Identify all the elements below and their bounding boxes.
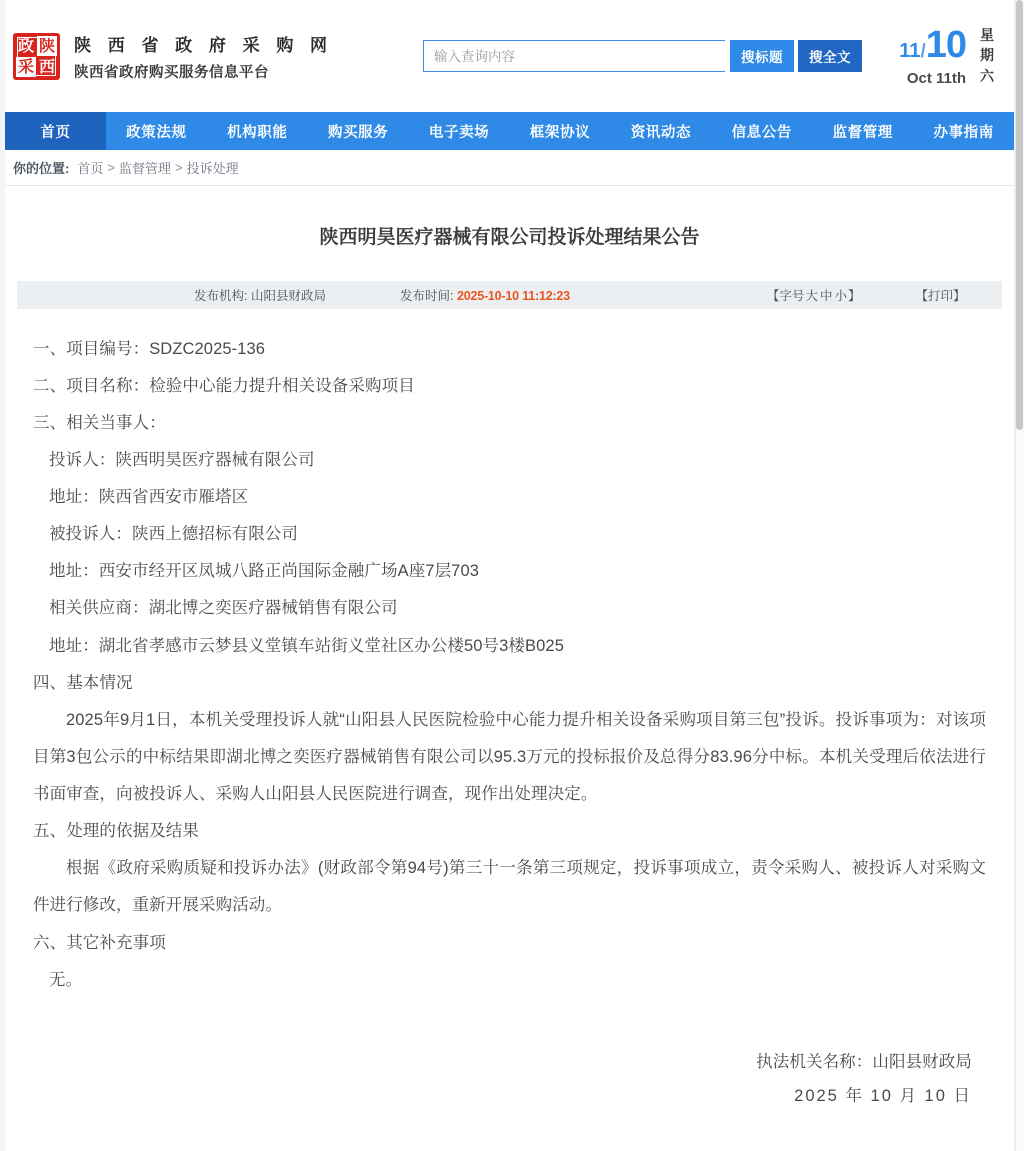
breadcrumb-separator-1: > bbox=[107, 160, 115, 175]
font-size-medium-button[interactable]: 中 bbox=[819, 288, 833, 303]
party-supplier: 相关供应商：湖北博之奕医疗器械销售有限公司 bbox=[49, 599, 398, 618]
seal-char-2: 陕 bbox=[38, 35, 55, 55]
font-size-small-button[interactable]: 小 bbox=[834, 288, 847, 303]
signature-date: 2025 年 10 月 10 日 bbox=[794, 1087, 972, 1106]
search-input[interactable] bbox=[423, 40, 725, 72]
section-decision-body: 根据《政府采购质疑和投诉办法》(财政部令第94号)第三十一条第三项规定，投诉事项成立，责令采购人、被投诉人对采购文件进行修改，重新开展采购活动。 bbox=[33, 859, 986, 915]
publisher-org-label: 发布机构: bbox=[194, 288, 248, 303]
weekday-char-2: 期 bbox=[980, 47, 994, 64]
seal-char-4: 西 bbox=[38, 56, 55, 76]
weekday-char-3: 六 bbox=[980, 67, 994, 84]
site-title: 陕 西 省 政 府 采 购 网 bbox=[74, 35, 334, 55]
section-decision-heading: 五、处理的依据及结果 bbox=[33, 822, 199, 841]
weekday-char-1: 星 bbox=[980, 26, 994, 43]
section-basic-situation-body: 2025年9月1日，本机关受理投诉人就“山阳县人民医院检验中心能力提升相关设备采购项目第三包”投诉。投诉事项为：对该项目第3包公示的中标结果即湖北博之奕医疗器械销售有限公司以95.3万元的投标报价及总得分83.96分中标。本机关受理后依法进行书面审查，向被投诉人、采购人山阳县人民医院进行调查，现作出处理决定。 bbox=[33, 710, 986, 803]
party-respondent-address: 地址：西安市经开区凤城八路正尚国际金融广场A座7层703 bbox=[49, 562, 480, 581]
nav-item-announcements[interactable]: 信息公告 bbox=[731, 124, 792, 141]
page-scrollbar-thumb[interactable] bbox=[1016, 0, 1023, 430]
nav-item-purchase-service[interactable]: 购买服务 bbox=[327, 124, 389, 141]
party-complainant-address: 地址：陕西省西安市雁塔区 bbox=[49, 488, 249, 506]
seal-char-1: 政 bbox=[17, 35, 34, 55]
breadcrumb-separator-2: > bbox=[174, 160, 183, 175]
nav-item-functions[interactable]: 机构职能 bbox=[227, 124, 288, 141]
publish-time-value: 2025-10-10 11:12:23 bbox=[456, 288, 570, 303]
section-other-heading: 六、其它补充事项 bbox=[33, 933, 166, 952]
search-fulltext-button[interactable]: 搜全文 bbox=[798, 40, 862, 72]
nav-item-emall[interactable]: 电子卖场 bbox=[428, 124, 490, 141]
publish-time-label: 发布时间: bbox=[399, 288, 454, 303]
document-body bbox=[17, 309, 1002, 1115]
breadcrumb bbox=[5, 150, 1014, 185]
publisher-org-value: 山阳县财政局 bbox=[250, 288, 326, 303]
font-size-large-button[interactable]: 大 bbox=[805, 288, 818, 303]
weekday-label bbox=[980, 27, 994, 86]
seal-char-3: 采 bbox=[17, 56, 34, 76]
site-header bbox=[5, 0, 1014, 112]
nav-item-policy[interactable]: 政策法规 bbox=[126, 124, 187, 141]
nav-item-supervision[interactable]: 监督管理 bbox=[832, 124, 893, 141]
party-supplier-address: 地址：湖北省孝感市云梦县义堂镇车站街义堂社区办公楼50号3楼B025 bbox=[49, 636, 564, 655]
date-numbers bbox=[899, 26, 966, 86]
nav-item-guide[interactable]: 办事指南 bbox=[933, 124, 994, 141]
font-size-label: 【字号 bbox=[766, 288, 805, 303]
page-title: 陕西明昊医疗器械有限公司投诉处理结果公告 bbox=[319, 227, 700, 248]
breadcrumb-item-complaint-handling[interactable]: 投诉处理 bbox=[186, 161, 239, 176]
section-other-body: 无。 bbox=[49, 970, 83, 989]
date-english: Oct 11th bbox=[906, 70, 966, 87]
site-shell bbox=[5, 0, 1014, 1151]
brand-text bbox=[74, 31, 333, 82]
breadcrumb-label: 你的位置: bbox=[13, 161, 70, 176]
party-complainant: 投诉人：陕西明昊医疗器械有限公司 bbox=[49, 450, 315, 469]
font-size-bracket-close: 】 bbox=[847, 288, 861, 303]
main-navigation bbox=[5, 112, 1014, 150]
signature-authority: 执法机关名称：山阳县财政局 bbox=[756, 1052, 972, 1071]
search-bar bbox=[423, 40, 862, 72]
nav-item-home[interactable]: 首页 bbox=[5, 112, 106, 150]
search-title-button[interactable]: 搜标题 bbox=[730, 40, 794, 72]
nav-item-framework-agreement[interactable]: 框架协议 bbox=[529, 124, 591, 141]
section-parties-heading: 三、相关当事人： bbox=[33, 413, 166, 432]
date-num-right: 10 bbox=[925, 24, 966, 66]
date-main-line bbox=[899, 26, 966, 64]
signature-block bbox=[33, 1045, 986, 1114]
breadcrumb-item-supervision[interactable]: 监督管理 bbox=[118, 161, 171, 176]
section-project-number: 一、项目编号：SDZC2025-136 bbox=[33, 339, 266, 358]
party-respondent: 被投诉人：陕西上德招标有限公司 bbox=[49, 525, 298, 544]
date-num-left: 11 bbox=[899, 40, 921, 62]
document-meta-bar bbox=[17, 281, 1002, 309]
breadcrumb-item-home[interactable]: 首页 bbox=[77, 161, 104, 176]
publish-time bbox=[400, 286, 570, 304]
print-button[interactable]: 【打印】 bbox=[915, 288, 966, 303]
date-slash: / bbox=[920, 41, 926, 62]
site-brand[interactable] bbox=[13, 31, 413, 82]
government-seal-icon bbox=[13, 33, 60, 80]
date-widget bbox=[899, 26, 1014, 86]
document-panel bbox=[5, 185, 1014, 1151]
section-project-name: 二、项目名称：检验中心能力提升相关设备采购项目 bbox=[33, 376, 415, 395]
publisher-org bbox=[194, 286, 326, 304]
font-size-controls bbox=[767, 286, 861, 304]
section-basic-situation-heading: 四、基本情况 bbox=[33, 673, 133, 692]
site-subtitle: 陕西省政府购买服务信息平台 bbox=[74, 64, 269, 81]
nav-item-news[interactable]: 资讯动态 bbox=[630, 124, 692, 141]
